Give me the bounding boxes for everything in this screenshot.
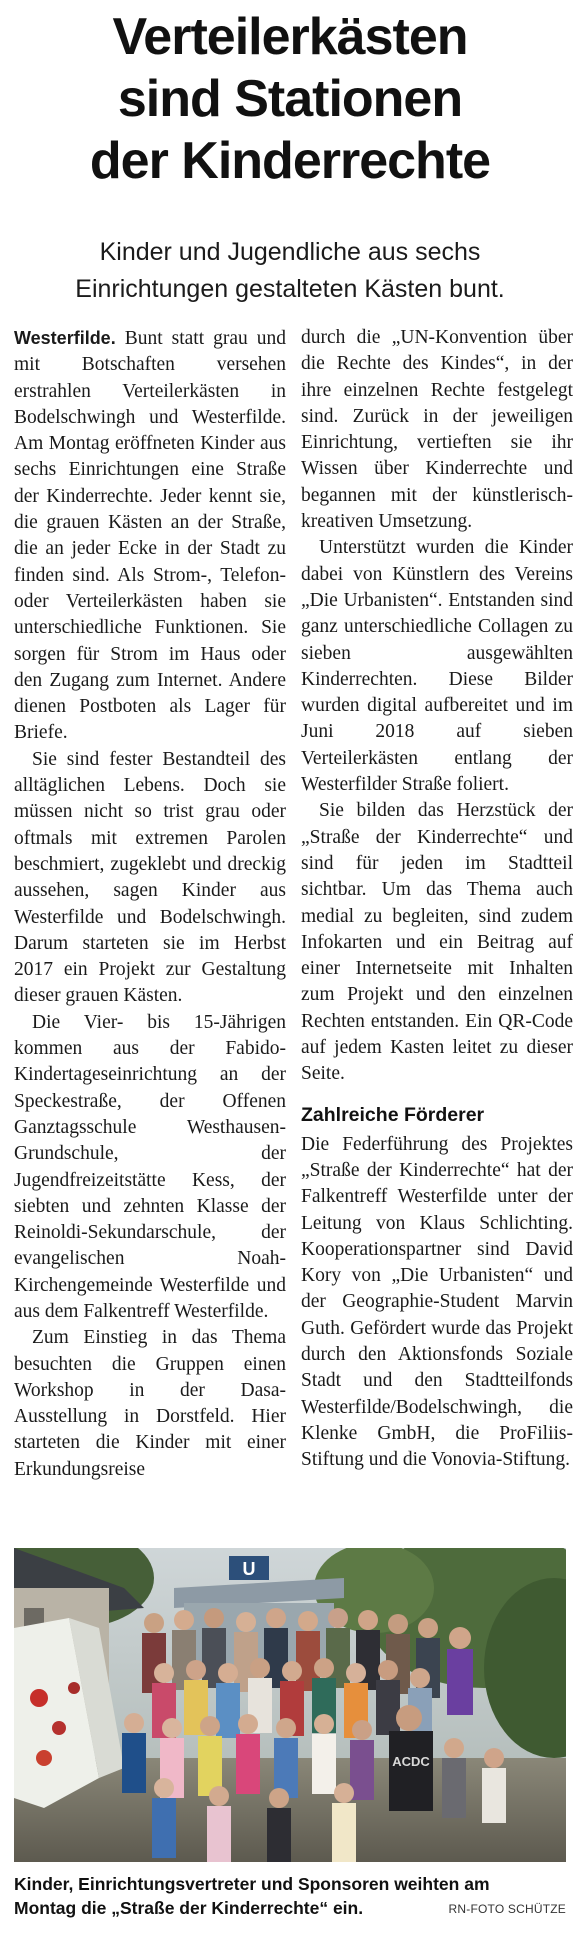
paragraph: Die Vier- bis 15-Jährigen kommen aus der Fabido-Kindertageseinrichtung an der Speckestraße, der Offenen Ganztagsschule Westhausen-Grundschule, der Jugendfreizeitstätte Kess, der siebten und zehnten Klasse der Reinoldi-Sekundarschule, der evangelischen Noah-Kirchengemeinde Westerfilde und aus dem Falkentreff Westerfilde. [14,1011,286,1322]
paragraph [14,325,286,747]
paragraph: Unterstützt wurden die Kinder dabei von Künstlern des Vereins „Die Urbanisten“. Entstanden sind ganz unterschiedliche Collagen zu sieben ausgewählten Kinderrechten. Diese Bilder wurden digital aufbereitet und im Juni 2018 auf sieben Verteilerkästen entlang der Westerfilder Straße foliert. [301,537,573,796]
paragraph-text: Bunt statt grau und mit Botschaften versehen erstrahlen Verteilerkästen in Bodelschwingh und Westerfilde. Am Montag eröffneten Kinder aus sechs Einrichtungen eine Straße der Kinderrechte. Jeder kennt sie, die grauen Kästen an der Straße, die an jeder Ecke in der Stadt zu finden sind. Als Strom-, Telefon- oder Verteilerkästen haben sie unterschiedliche Funktionen. Sie sorgen für Strom im Haus oder den Zugang zum Internet. Andere dienen Postboten als Lager für Briefe. [14,328,286,744]
headline [0,6,580,192]
headline-line: der Kinderrechte [89,132,491,190]
caption-line: Kinder, Einrichtungsvertreter und Sponsoren weihten am [14,1874,490,1894]
station-sign-letter: U [242,1559,256,1579]
band-shirt [389,1731,433,1811]
band-shirt-print: ACDC [392,1754,430,1769]
article-column-left [14,325,286,1483]
caption-line: Montag die „Straße der Kinderrechte“ ein. [14,1898,364,1918]
group-photo [14,1548,566,1862]
subtitle-line: Kinder und Jugendliche aus sechs [99,238,481,266]
photo-credit: RN-FOTO SCHÜTZE [448,1902,566,1916]
paragraph: Sie sind fester Bestandteil des alltäglichen Lebens. Doch sie müssen nicht so trist grau oder oftmals mit extremen Parolen beschmiert, zugeklebt und dreckig aussehen, sagen Kinder aus Westerfilde und Bodelschwingh. Darum starteten sie im Herbst 2017 ein Projekt zur Gestaltung dieser grauen Kästen. [14,748,286,1007]
article-column-right [301,325,573,1473]
paragraph: durch die „UN-Konvention über die Rechte des Kindes“, in der ihre einzelnen Rechte festgelegt sind. Zurück in der jeweiligen Einrichtung, vertieften sie ihr Wissen über Kinderrechte und begannen mit der künstlerisch-kreativen Umsetzung. [301,327,573,533]
subtitle [0,234,580,308]
headline-line: sind Stationen [117,70,463,128]
subheading: Zahlreiche Förderer [301,1103,485,1126]
paragraph: Zum Einstieg in das Thema besuchten die Gruppen einen Workshop in der Dasa-Ausstellung in Dorstfeld. Hier starteten die Kinder mit einer Erkundungsreise [14,1327,286,1480]
group-photo-illustration [14,1548,566,1862]
headline-line: Verteilerkästen [112,8,468,66]
paragraph: Sie bilden das Herzstück der „Straße der Kinderrechte“ und sind für jeden im Stadtteil sichtbar. Um das Thema auch medial zu begleiten, sind zudem Infokarten und ein Beitrag auf einer Internetseite mit Inhalten zum Projekt und den einzelnen Rechten entstanden. Ein QR-Code auf jedem Kasten leitet zu dieser Seite. [301,800,573,1085]
paragraph: Die Federführung des Projektes „Straße der Kinderrechte“ hat der Falkentreff Westerfilde unter der Leitung von Klaus Schlichting. Kooperationspartner sind David Kory von „Die Urbanisten“ und der Geographie-Student Marvin Guth. Gefördert wurde das Projekt durch den Aktionsfonds Soziale Stadt und den Stadtteilfonds Westerfilde/Bodelschwingh, die Klenke GmbH, die ProFiliis-Stiftung und die Vonovia-Stiftung. [301,1133,573,1471]
dateline: Westerfilde. [14,328,116,348]
subtitle-line: Einrichtungen gestalteten Kästen bunt. [75,275,505,303]
